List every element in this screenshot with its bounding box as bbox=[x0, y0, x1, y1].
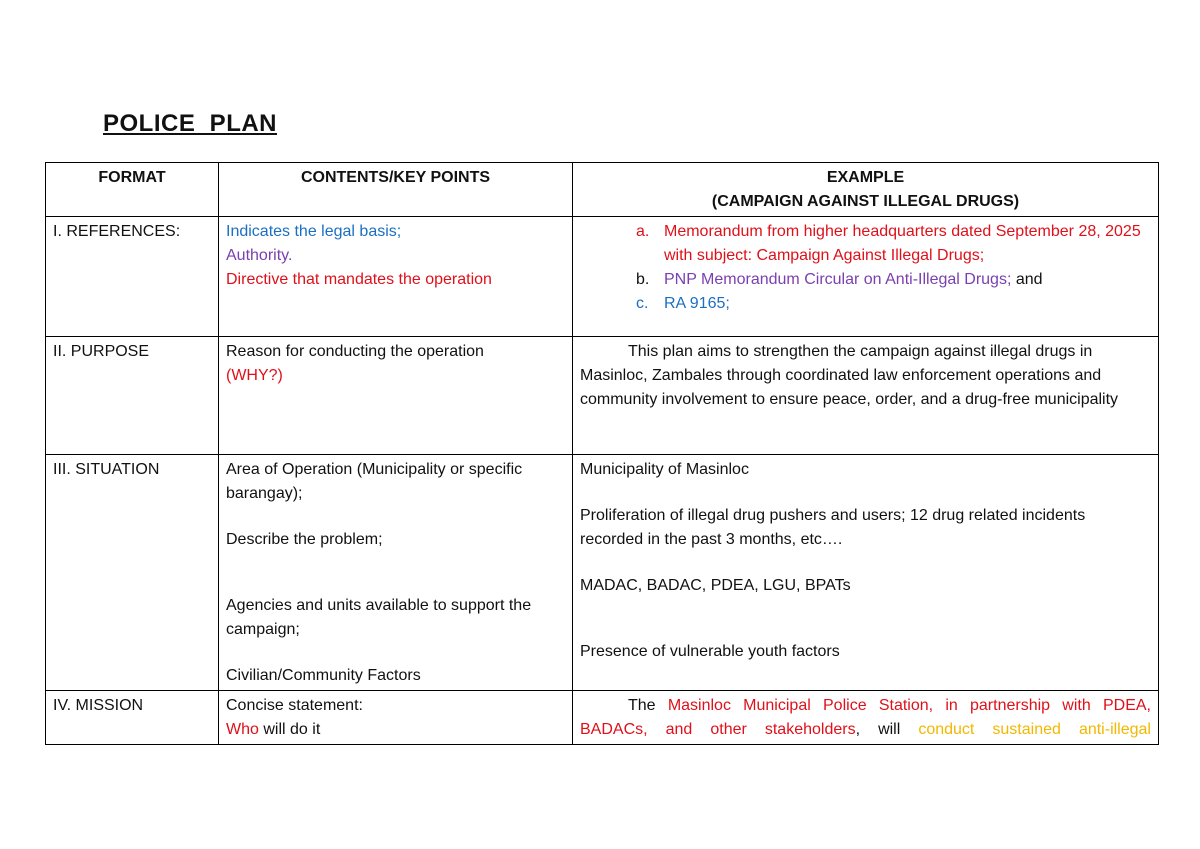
format-purpose: II. PURPOSE bbox=[46, 337, 219, 455]
police-plan-table bbox=[45, 162, 1159, 745]
example-mission bbox=[573, 691, 1159, 745]
example-situation-line-2: Proliferation of illegal drug pushers and users; 12 drug related incidents recorded in the past 3 months, etc…. bbox=[580, 507, 1086, 548]
contents-references-line-1: Indicates the legal basis; bbox=[226, 223, 402, 240]
header-example-line2: (CAMPAIGN AGAINST ILLEGAL DRUGS) bbox=[711, 193, 1020, 210]
example-references bbox=[573, 217, 1159, 337]
table-row-mission bbox=[46, 691, 1159, 745]
format-situation: III. SITUATION bbox=[46, 455, 219, 691]
mission-will-do: will do it bbox=[258, 721, 321, 738]
header-example bbox=[573, 163, 1159, 217]
list-marker: a. bbox=[636, 223, 650, 240]
spacer bbox=[580, 482, 1151, 504]
example-situation-line-3: MADAC, BADAC, PDEA, LGU, BPATs bbox=[580, 577, 851, 594]
example-situation-line-4: Presence of vulnerable youth factors bbox=[580, 643, 840, 660]
header-format-label: FORMAT bbox=[98, 169, 166, 186]
contents-purpose bbox=[219, 337, 573, 455]
reference-b-suffix: and bbox=[1011, 271, 1043, 288]
example-purpose-text: This plan aims to strengthen the campaign against illegal drugs in Masinloc, Zambales through coordinated law enforcement operations and community involvement to ensure peace, order, and a drug-free municipality bbox=[580, 343, 1119, 408]
example-purpose bbox=[573, 337, 1159, 455]
list-marker: c. bbox=[636, 295, 649, 312]
mission-who-word: Who bbox=[226, 721, 259, 738]
contents-references-line-3: Directive that mandates the operation bbox=[226, 271, 492, 288]
list-item bbox=[580, 292, 1151, 316]
contents-mission bbox=[219, 691, 573, 745]
contents-purpose-line-1: Reason for conducting the operation bbox=[226, 343, 484, 360]
example-mission-text bbox=[580, 694, 1151, 742]
page-title: POLICE PLAN bbox=[103, 110, 278, 137]
mission-lead: The bbox=[628, 697, 668, 714]
contents-situation-line-1: Area of Operation (Municipality or specific barangay); bbox=[226, 461, 523, 502]
contents-mission-line-1: Concise statement: bbox=[226, 697, 363, 714]
table-row-situation bbox=[46, 455, 1159, 691]
contents-references-line-2: Authority. bbox=[226, 247, 293, 264]
reference-a-text: Memorandum from higher headquarters dated September 28, 2025 with subject: Campaign Against Illegal Drugs; bbox=[664, 223, 1141, 264]
format-mission: IV. MISSION bbox=[46, 691, 219, 745]
example-situation-line-1: Municipality of Masinloc bbox=[580, 461, 749, 478]
reference-b-text: PNP Memorandum Circular on Anti-Illegal Drugs; bbox=[664, 271, 1012, 288]
contents-situation-line-4: Civilian/Community Factors bbox=[226, 667, 421, 684]
header-example-line1: EXAMPLE bbox=[826, 169, 905, 186]
mission-what: conduct sustained anti-illegal bbox=[918, 721, 1151, 738]
spacer bbox=[580, 552, 1151, 574]
spacer bbox=[226, 642, 565, 664]
contents-mission-line-2 bbox=[226, 718, 565, 742]
format-references: I. REFERENCES: bbox=[46, 217, 219, 337]
contents-purpose-line-2: (WHY?) bbox=[226, 367, 283, 384]
contents-references bbox=[219, 217, 573, 337]
header-format bbox=[46, 163, 219, 217]
spacer bbox=[580, 598, 1151, 640]
spacer bbox=[226, 552, 565, 594]
table-row-references bbox=[46, 217, 1159, 337]
list-item bbox=[580, 220, 1151, 268]
references-list bbox=[580, 220, 1151, 316]
header-contents-label: CONTENTS/KEY POINTS bbox=[300, 169, 491, 186]
mission-mid: , will bbox=[855, 721, 919, 738]
mission-who: Masinloc Municipal Police Station, in partnership with PDEA, BADACs, and other stakeholders bbox=[580, 697, 1152, 738]
list-item bbox=[580, 268, 1151, 292]
reference-c-text: RA 9165; bbox=[664, 295, 730, 312]
header-contents bbox=[219, 163, 573, 217]
contents-situation-line-2: Describe the problem; bbox=[226, 531, 383, 548]
contents-situation-line-3: Agencies and units available to support the campaign; bbox=[226, 597, 532, 638]
spacer bbox=[226, 506, 565, 528]
table-row-purpose bbox=[46, 337, 1159, 455]
example-situation bbox=[573, 455, 1159, 691]
contents-situation bbox=[219, 455, 573, 691]
table-header-row bbox=[46, 163, 1159, 217]
list-marker: b. bbox=[636, 271, 650, 288]
